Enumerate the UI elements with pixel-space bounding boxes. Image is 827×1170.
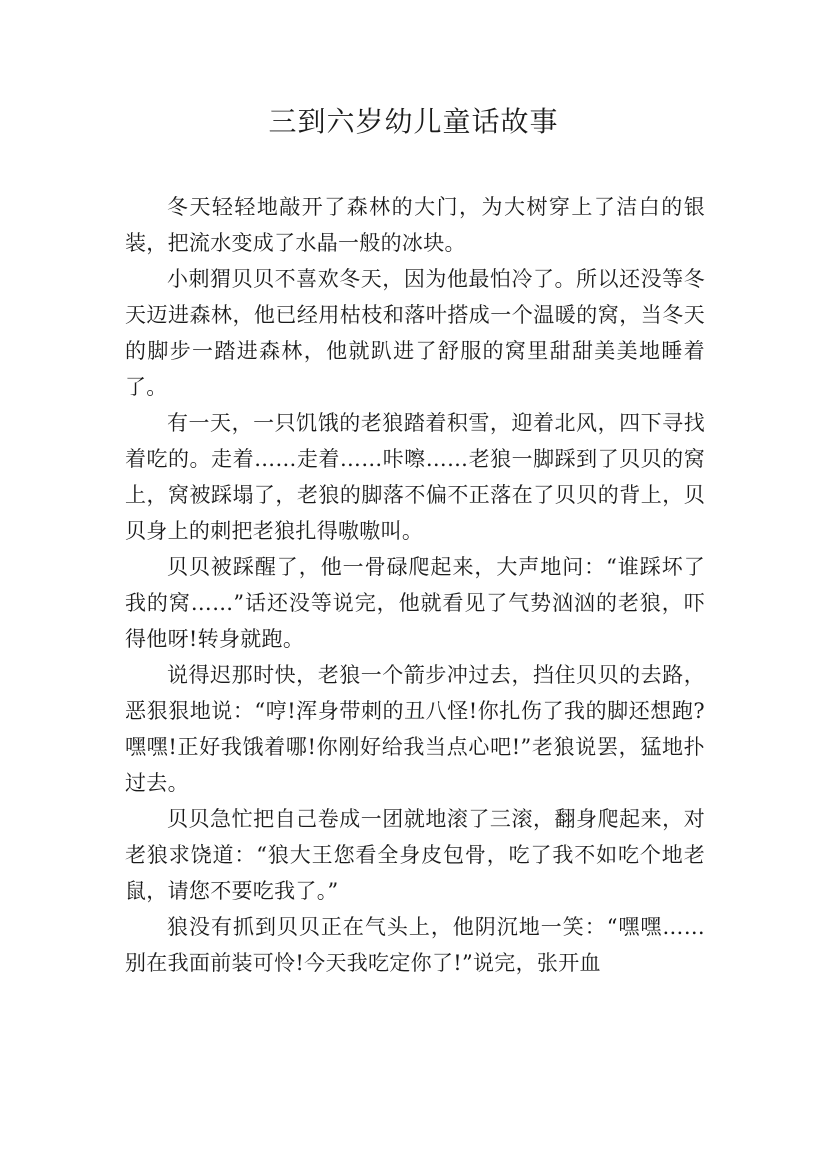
paragraph: 贝贝急忙把自己卷成一团就地滚了三滚，翻身爬起来，对老狼求饶道：“狼大王您看全身皮包骨，吃了我不如吃个地老鼠，请您不要吃我了。” <box>125 807 705 903</box>
paragraph: 贝贝被踩醒了，他一骨碌爬起来，大声地问：“谁踩坏了我的窝……”话还没等说完，他就看见了气势汹汹的老狼，吓得他呀!转身就跑。 <box>125 555 705 651</box>
paragraph: 冬天轻轻地敲开了森林的大门，为大树穿上了洁白的银装，把流水变成了水晶一般的冰块。 <box>125 195 705 255</box>
paragraph: 说得迟那时快，老狼一个箭步冲过去，挡住贝贝的去路，恶狠狠地说：“哼!浑身带刺的丑八怪!你扎伤了我的脚还想跑?嘿嘿!正好我饿着哪!你刚好给我当点心吧!”老狼说罢，猛地扑过去。 <box>125 663 705 795</box>
document-title: 三到六岁幼儿童话故事 <box>268 105 559 138</box>
paragraph: 狼没有抓到贝贝正在气头上，他阴沉地一笑：“嘿嘿……别在我面前装可怜!今天我吃定你了!”说完，张开血 <box>125 915 705 975</box>
paragraph: 小刺猬贝贝不喜欢冬天，因为他最怕冷了。所以还没等冬天迈进森林，他已经用枯枝和落叶搭成一个温暖的窝，当冬天的脚步一踏进森林，他就趴进了舒服的窝里甜甜美美地睡着了。 <box>125 267 705 399</box>
paragraph: 有一天，一只饥饿的老狼踏着积雪，迎着北风，四下寻找着吃的。走着……走着……咔嚓……老狼一脚踩到了贝贝的窝上，窝被踩塌了，老狼的脚落不偏不正落在了贝贝的背上，贝贝身上的刺把老狼扎得嗷嗷叫。 <box>125 411 705 543</box>
story-body <box>125 189 705 981</box>
